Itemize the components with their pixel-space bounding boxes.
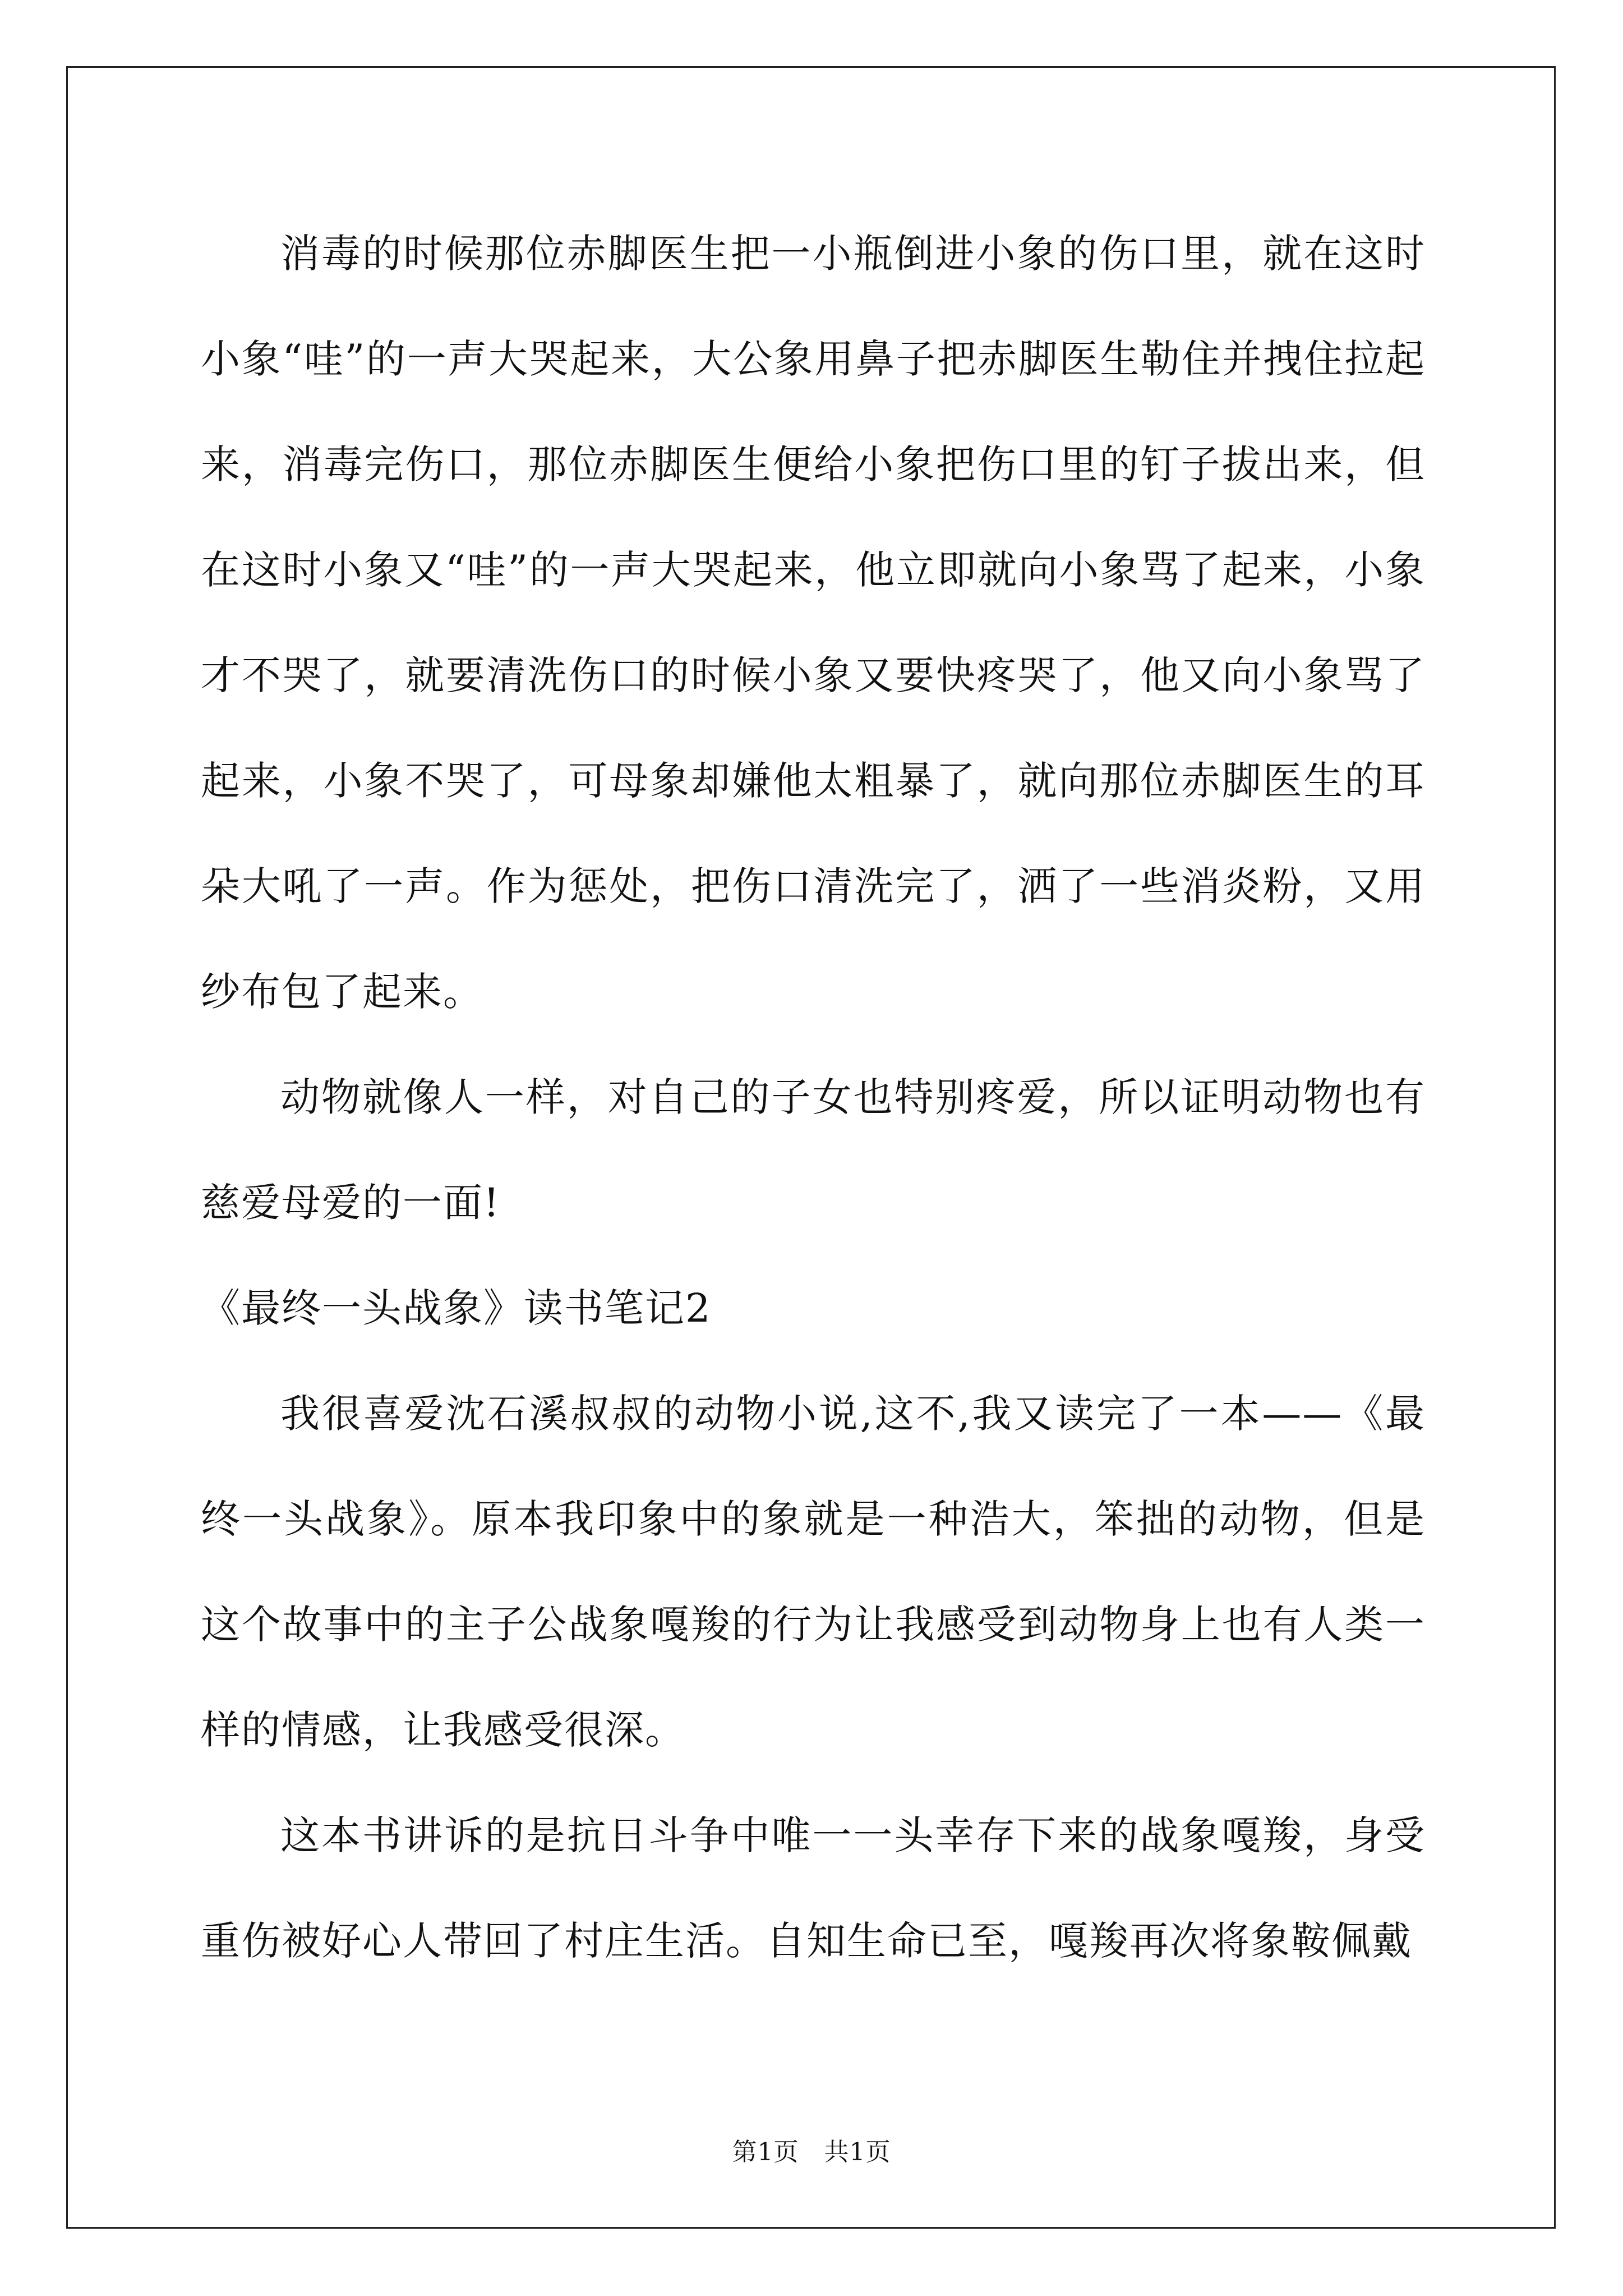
document-body — [201, 201, 1426, 1994]
paragraph-intro: 我很喜爱沈石溪叔叔的动物小说,这不,我又读完了一本——《最终一头战象》。原本我印象中的象就是一种浩大，笨拙的动物，但是这个故事中的主子公战象嘎羧的行为让我感受到动物身上也有人类一样的情感，让我感受很深。 — [201, 1391, 1426, 1753]
page-number-current: 第1页 — [732, 2138, 799, 2166]
page-number-total: 共1页 — [824, 2138, 891, 2166]
paragraph-treatment: 消毒的时候那位赤脚医生把一小瓶倒进小象的伤口里，就在这时小象“哇”的一声大哭起来，大公象用鼻子把赤脚医生勒住并拽住拉起来，消毒完伤口，那位赤脚医生便给小象把伤口里的钉子拔出来，但在这时小象又“哇”的一声大哭起来，他立即就向小象骂了起来，小象才不哭了，就要清洗伤口的时候小象又要快疼哭了，他又向小象骂了起来，小象不哭了，可母象却嫌他太粗暴了，就向那位赤脚医生的耳朵大吼了一声。作为惩处，把伤口清洗完了，洒了一些消炎粉，又用纱布包了起来。 — [201, 231, 1426, 1015]
paragraph-story: 这本书讲诉的是抗日斗争中唯一一头幸存下来的战象嘎羧，身受重伤被好心人带回了村庄生活。自知生命已至，嘎羧再次将象鞍佩戴 — [201, 1812, 1426, 1964]
page-footer — [0, 2132, 1623, 2168]
section-heading: 《最终一头战象》读书笔记2 — [201, 1285, 712, 1331]
footer-gap — [799, 2138, 824, 2166]
paragraph-conclusion: 动物就像人一样，对自己的子女也特别疼爱，所以证明动物也有慈爱母爱的一面! — [201, 1074, 1426, 1226]
